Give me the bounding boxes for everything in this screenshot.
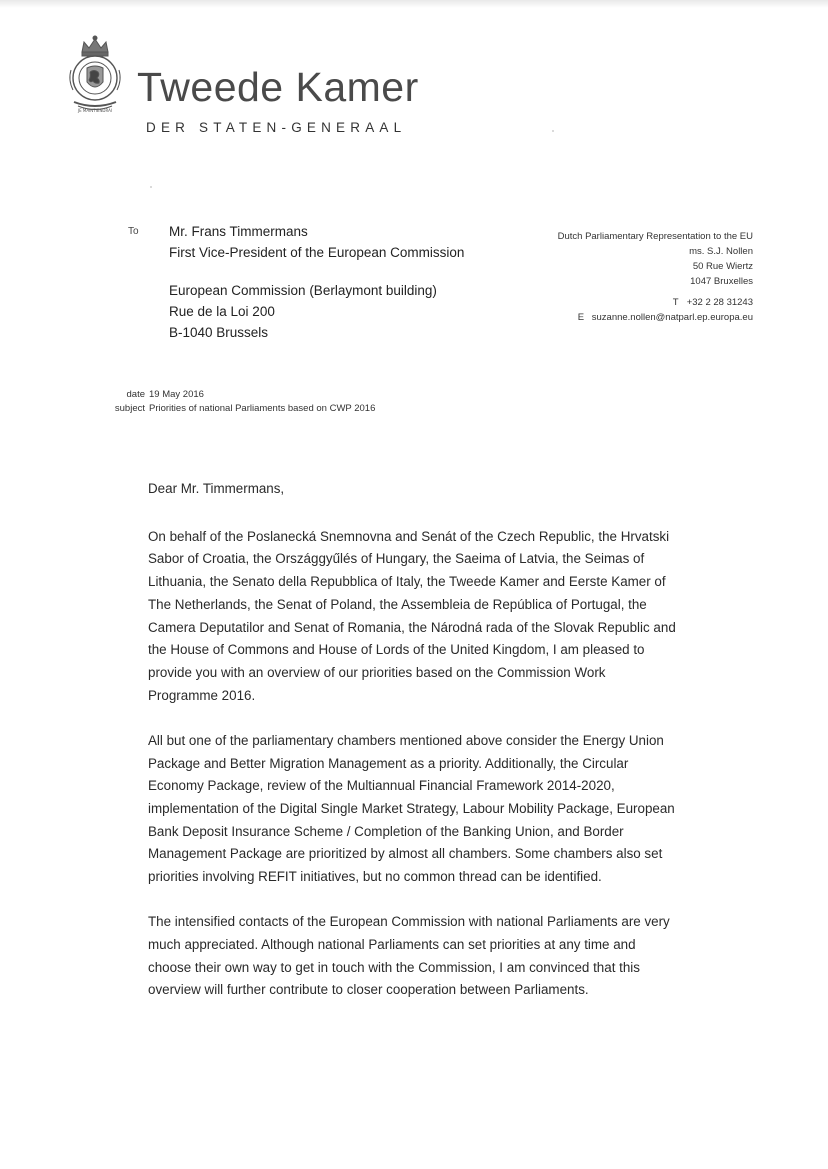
body-line: provide you with an overview of our priorities based on the Commission Work: [148, 664, 606, 680]
recipient-address: [169, 221, 464, 343]
date-label: date: [126, 389, 145, 400]
meta-labels: [100, 388, 145, 416]
body-line: Programme 2016.: [148, 687, 256, 703]
body-line: much appreciated. Although national Parliaments can set priorities at any time and: [148, 936, 636, 952]
body-line: Economy Package, review of the Multiannual Financial Framework 2014-2020,: [148, 778, 615, 794]
scan-speck: [552, 130, 554, 132]
recipient-name: Mr. Frans Timmermans: [169, 224, 308, 239]
recipient-institution: European Commission (Berlaymont building): [169, 283, 437, 298]
subject-label: subject: [114, 403, 145, 414]
body-line: Bank Deposit Insurance Scheme / Completion of the Banking Union, and Border: [148, 823, 624, 839]
paragraph-1: [148, 526, 728, 708]
salutation: Dear Mr. Timmermans,: [148, 481, 285, 496]
scan-edge: [0, 0, 828, 8]
scan-speck: [150, 186, 152, 188]
recipient-city: B-1040 Brussels: [169, 325, 269, 340]
body-line: Sabor of Croatia, the Országgyűlés of Hungary, the Saeima of Latvia, the Seimas of: [148, 551, 645, 567]
subject-value: Priorities of national Parliaments based on CWP 2016: [149, 403, 376, 414]
sender-street: 50 Rue Wiertz: [692, 261, 753, 272]
sender-address: [558, 229, 753, 325]
recipient-title: First Vice-President of the European Commission: [169, 245, 465, 260]
recipient-street: Rue de la Loi 200: [169, 304, 275, 319]
crest-motto: JE MAINTIENDRAI: [77, 108, 113, 113]
sender-phone: +32 2 28 31243: [686, 297, 753, 308]
meta-values: [149, 388, 375, 416]
body-line: All but one of the parliamentary chambers mentioned above consider the Energy Union: [148, 732, 664, 748]
to-label: To: [128, 226, 139, 237]
body-line: overview will further contribute to closer cooperation between Parliaments.: [148, 982, 589, 998]
royal-crest-icon: [64, 34, 126, 114]
sender-email[interactable]: suzanne.nollen@natparl.ep.europa.eu: [591, 312, 753, 323]
body-line: On behalf of the Poslanecká Snemnovna and Senát of the Czech Republic, the Hrvatski: [148, 528, 670, 544]
sender-email-line: [558, 310, 753, 325]
body-line: Lithuania, the Senato della Repubblica of Italy, the Tweede Kamer and Eerste Kamer of: [148, 574, 666, 590]
paragraph-2: [148, 730, 728, 889]
body-line: Camera Deputatilor and Senat of Romania, the Národná rada of the Slovak Republic and: [148, 619, 676, 635]
body-line: The Netherlands, the Senat of Poland, the Assembleia de República of Portugal, the: [148, 596, 647, 612]
sender-org: Dutch Parliamentary Representation to the EU: [557, 231, 753, 242]
sender-name: ms. S.J. Nollen: [689, 246, 753, 257]
body-line: Package and Better Migration Management as a priority. Additionally, the Circular: [148, 755, 629, 771]
sender-phone-line: [558, 295, 753, 310]
phone-prefix: T: [672, 297, 679, 308]
letter-body: [148, 478, 728, 1025]
paragraph-3: [148, 911, 728, 1002]
body-line: priorities involving REFIT initiatives, but no common thread can be identified.: [148, 869, 602, 885]
body-line: Management Package are prioritized by almost all chambers. Some chambers also set: [148, 846, 663, 862]
org-subtitle: DER STATEN-GENERAAL: [146, 120, 407, 135]
org-name: Tweede Kamer: [137, 64, 419, 110]
body-line: the House of Commons and House of Lords of the United Kingdom, I am pleased to: [148, 642, 645, 658]
body-line: implementation of the Digital Single Market Strategy, Labour Mobility Package, European: [148, 800, 675, 816]
date-value: 19 May 2016: [149, 389, 204, 400]
body-line: choose their own way to get in touch with the Commission, I am convinced that this: [148, 959, 640, 975]
sender-city: 1047 Bruxelles: [690, 276, 753, 287]
body-line: The intensified contacts of the European Commission with national Parliaments are very: [148, 914, 670, 930]
email-prefix: E: [577, 312, 585, 323]
